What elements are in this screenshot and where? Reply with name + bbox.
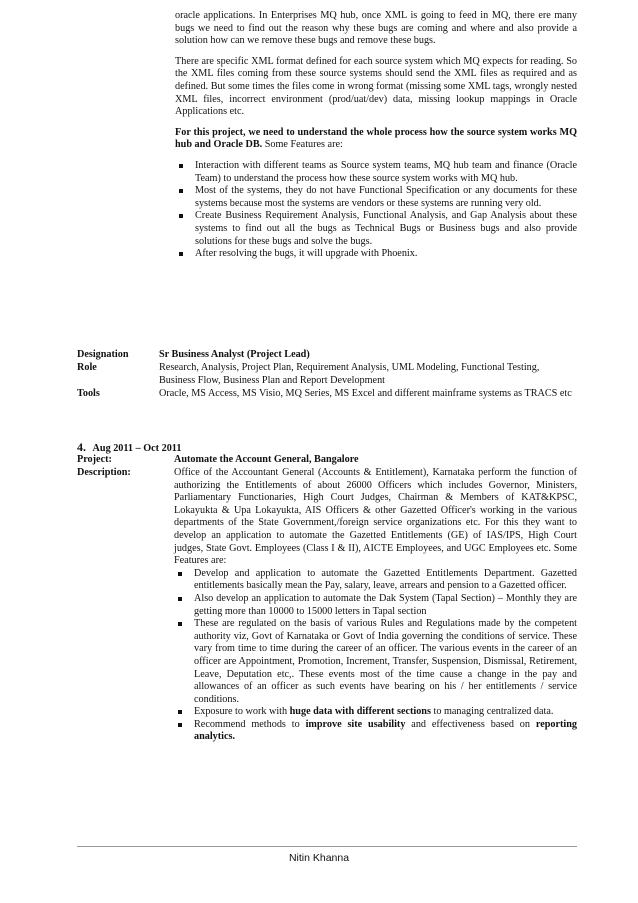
bullet5-text-bold-1: improve site usability bbox=[305, 718, 406, 730]
project-title: Automate the Account General, Bangalore bbox=[174, 454, 359, 465]
list-item bbox=[174, 706, 577, 719]
designation-label: Designation bbox=[77, 349, 129, 360]
intro-paragraph-3 bbox=[175, 127, 577, 152]
list-item bbox=[174, 719, 577, 744]
list-item: Interaction with different teams as Source system teams, MQ hub team and finance (Oracle Team) to understand the process how these source system works with MQ hub. bbox=[175, 160, 577, 185]
bullet4-text-bold: huge data with different sections bbox=[289, 706, 431, 718]
list-item: Develop and application to automate the Gazetted Entitlements Department. Gazetted entitlements basically mean the Pay, salary, leave, arrears and pension to a Gazetted officer. bbox=[174, 568, 577, 593]
list-item: Create Business Requirement Analysis, Functional Analysis, and Gap Analysis about these systems to find out all the bugs as Technical Bugs or Business bugs and also provide solutions for these bugs and solve the bugs. bbox=[175, 210, 577, 248]
bullet5-text-bold-2: reporting analytics. bbox=[194, 718, 577, 743]
project-4-bullet-list bbox=[174, 568, 577, 744]
list-item: After resolving the bugs, it will upgrade with Phoenix. bbox=[175, 248, 577, 261]
bullet5-text-c: and effectiveness based on bbox=[405, 718, 536, 730]
intro-paragraph-3-rest: Some Features are: bbox=[262, 139, 343, 151]
project-continuation bbox=[175, 10, 577, 261]
project-4-description bbox=[174, 467, 577, 744]
intro-paragraph-2: There are specific XML format defined for each source system which MQ expects for reading. So the XML files coming from these source systems should send the XML files as required and as defined. But some times the files come in wrong format (missing some XML tags, wrongly nested XML files, incorrect environment (prod/uat/dev) data, missing lookup mappings in Oracle Applications etc. bbox=[175, 55, 577, 118]
designation-value: Sr Business Analyst (Project Lead) bbox=[159, 349, 310, 360]
project-number: 4. bbox=[77, 440, 86, 454]
intro-bullet-list bbox=[175, 160, 577, 261]
description-label: Description: bbox=[77, 467, 131, 478]
role-value: Research, Analysis, Project Plan, Requirement Analysis, UML Modeling, Functional Testing, Business Flow, Business Plan and Report Development bbox=[159, 362, 540, 386]
bullet5-text-a: Recommend methods to bbox=[194, 718, 306, 730]
project-label: Project: bbox=[77, 454, 112, 465]
footer-author-name: Nitin Khanna bbox=[288, 852, 350, 864]
intro-paragraph-1: oracle applications. In Enterprises MQ hub, once XML is going to feed in MQ, there ere many bugs we need to find out the reason why these bugs are coming and where and also provide a solution how can we remove these bugs and remove these bugs. bbox=[175, 10, 577, 47]
footer-divider bbox=[77, 846, 577, 847]
project-dates: Aug 2011 – Oct 2011 bbox=[92, 443, 182, 454]
list-item: Most of the systems, they do not have Functional Specification or any documents for these systems because most the systems are vendors or these systems are running very old. bbox=[175, 185, 577, 210]
list-item: These are regulated on the basis of various Rules and Regulations made by the competent authority viz, Govt of Karnataka or Govt of India governing the conditions of service. These vary from time to time during the career of an officer. The various events in the career of an officer are Appointment, Promotion, Increment, Transfer, Suspension, Dismissal, Retirement, Leave, Deputation etc,. These events most of the time cause a change in the pay and allowances of an officer as such events have bearing on his / her entitlements / service conditions. bbox=[174, 618, 577, 706]
bullet4-text-c: to managing centralized data. bbox=[430, 706, 554, 718]
list-item: Also develop an application to automate the Dak System (Tapal Section) – Monthly they are getting more than 10000 to 15000 letters in Tapal section bbox=[174, 593, 577, 618]
tools-label: Tools bbox=[77, 388, 100, 399]
intro-paragraph-3-bold: For this project, we need to understand the whole process how the source system works MQ hub and Oracle DB. bbox=[175, 126, 577, 151]
description-text: Office of the Accountant General (Accounts & Entitlement), Karnataka perform the function of authorizing the Entitlements of about 26000 Officers which includes Governor, Ministers, Parliamentary Functionaries, High Court Judges, Chairman & Members of KAT&KPSC, Lokayukta & Upa Lokayukta, AIS Officers & other Gazetted Officer's working in the various departments of the State Government,/foreign service organizations etc. For this they want to develop an application to automate the Gazetted Entitlements (GE) of IAS/IPS, High Court judges, State Govt. Employees (Class I & II), AICTE Employees, and UGC Employees etc. Some Features are: bbox=[174, 467, 577, 567]
bullet4-text-a: Exposure to work with bbox=[194, 706, 290, 718]
role-label: Role bbox=[77, 362, 97, 373]
tools-value: Oracle, MS Access, MS Visio, MQ Series, MS Excel and different mainframe systems as TRACS etc bbox=[159, 388, 572, 399]
